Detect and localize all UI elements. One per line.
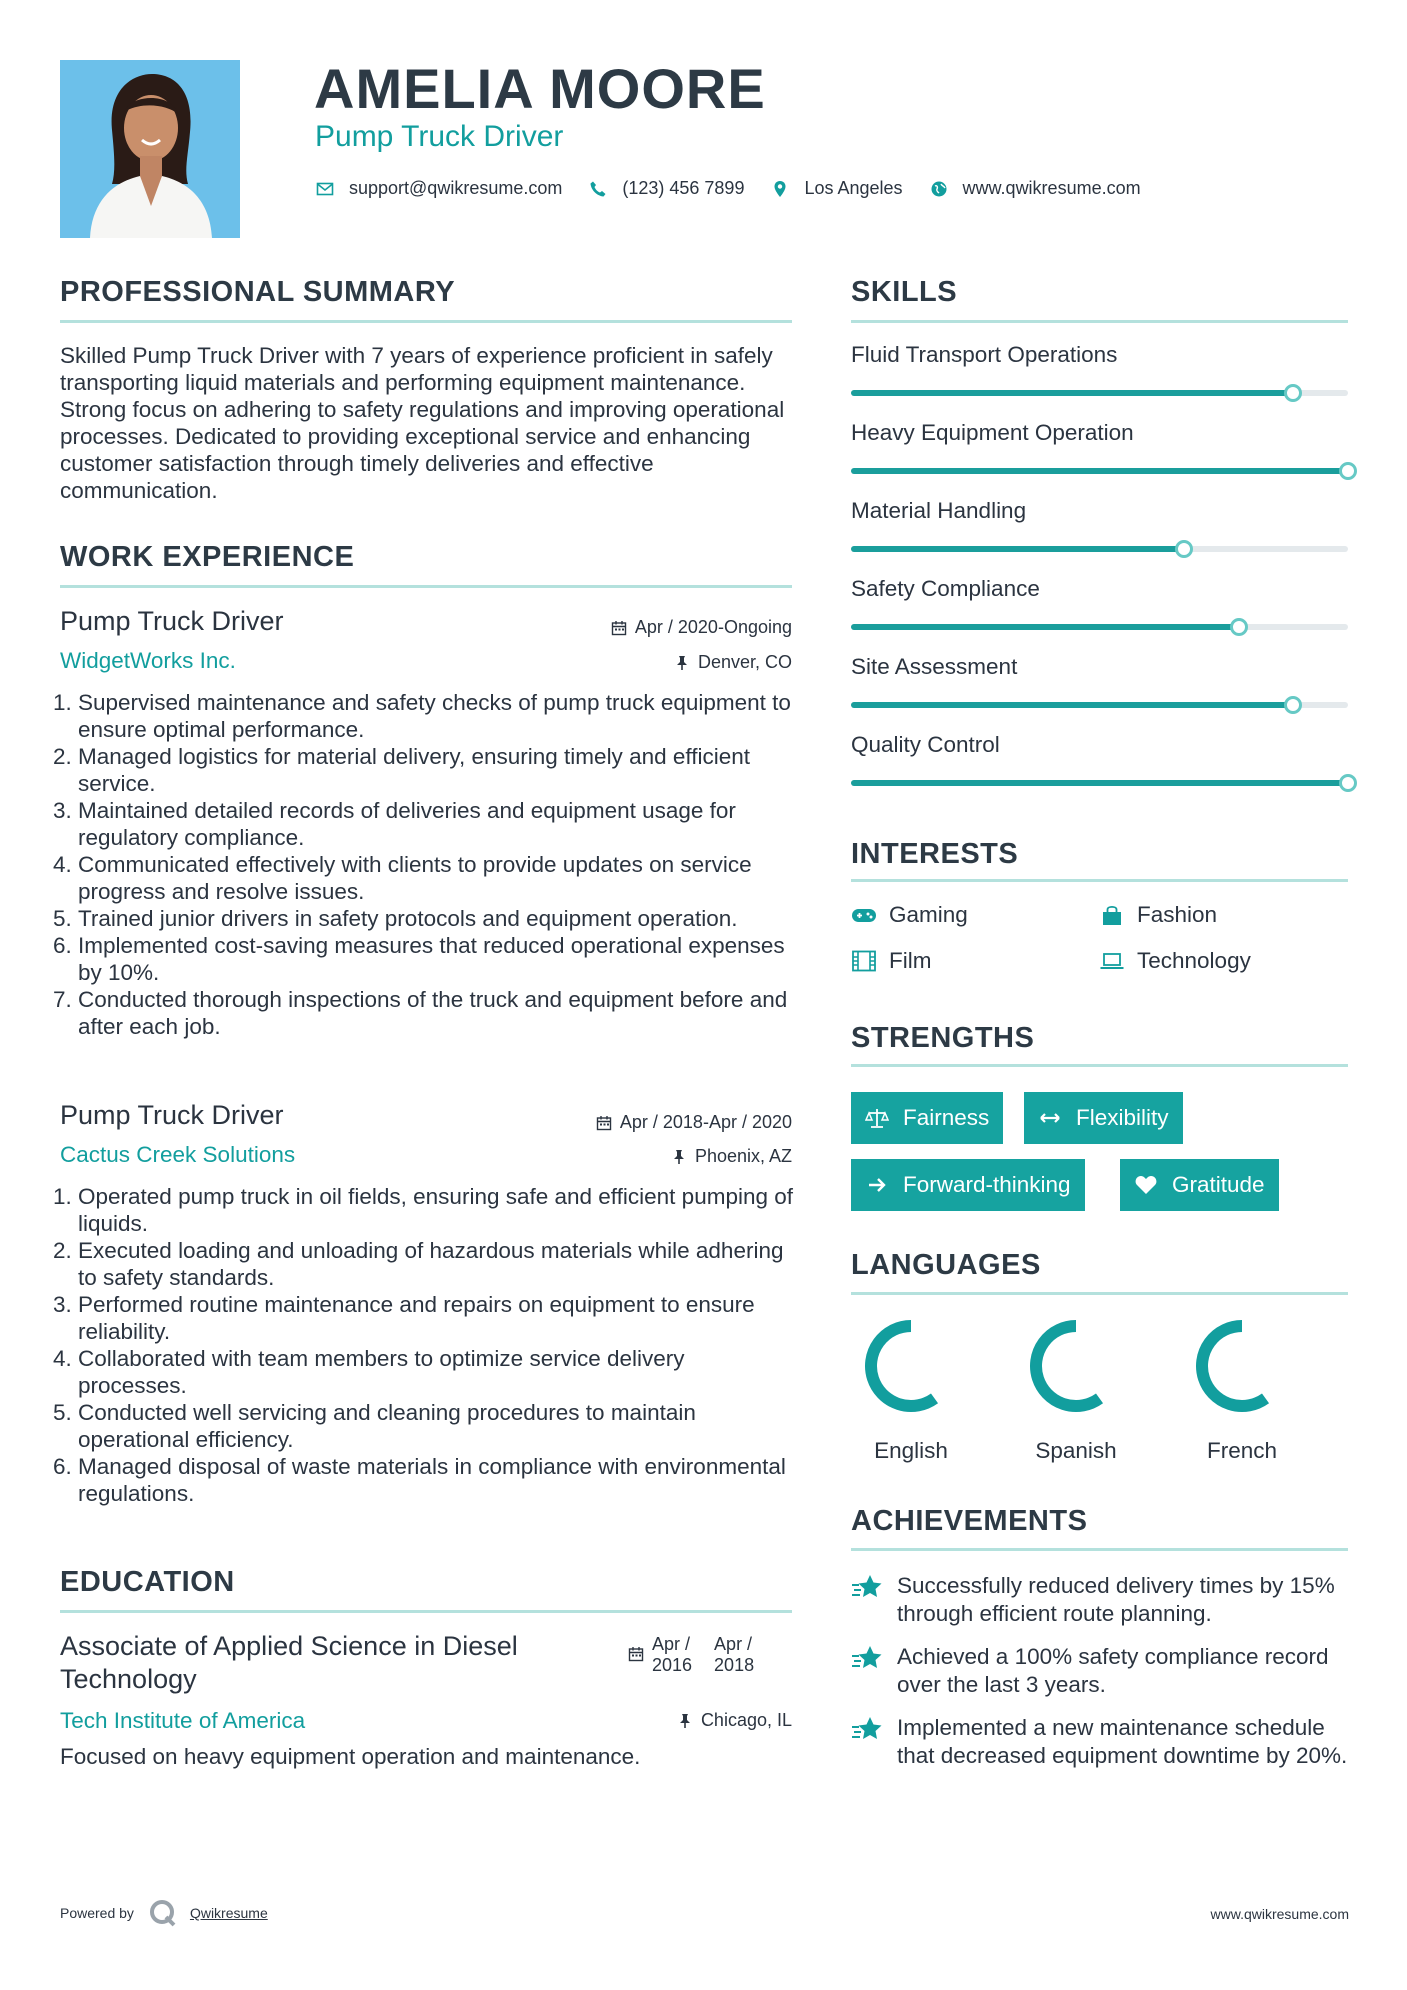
strength-label: Fairness [903,1105,990,1130]
skill-bar-knob [1339,774,1357,792]
achievement-text: Achieved a 100% safety compliance record over the last 3 years. [897,1644,1329,1697]
contact-email-text: support@qwikresume.com [349,178,563,198]
education-start-month: Apr / [652,1634,691,1654]
skill-bar-fill [851,702,1293,708]
education-end-date [714,1634,754,1676]
strength-label: Forward-thinking [903,1172,1071,1197]
skill-bar-knob [1230,618,1248,636]
candidate-name: AMELIA MOORE [314,57,766,120]
list-item: 7. Conducted thorough inspections of the truck and equipment before and after each job. [78,986,797,1040]
calendar-icon [596,1115,612,1131]
strength-badge [851,1159,1085,1211]
skill-bar-knob [1175,540,1193,558]
strength-badge [851,1092,1003,1144]
interest-item [1099,902,1217,928]
section-divider [851,320,1348,323]
arrows-horizontal-icon [1038,1106,1062,1130]
language-label: French [1206,1438,1278,1463]
section-divider [60,585,792,588]
qwikresume-link[interactable]: Qwikresume [189,1905,268,1921]
summary-text: Skilled Pump Truck Driver with 7 years of experience proficient in safely transporting liquid materials and performing equipment maintenance. Strong focus on adhering to safety regulations and improving operational processes. Dedicated to providing exceptional service and enhancing customer satisfaction through timely deliveries and effective communication. [60,343,785,503]
language-ring-arc [1202,1326,1266,1406]
star-badge-icon [851,1643,885,1673]
language-ring-arc [871,1326,935,1406]
envelope-icon [315,179,335,199]
interest-item [1099,948,1251,974]
skill-bar [851,546,1348,552]
list-item: 6. Implemented cost-saving measures that reduced operational expenses by 10%. [78,932,797,986]
section-heading-languages: LANGUAGES [851,1249,1041,1281]
job-title: Pump Truck Driver [60,1100,284,1130]
map-pin-icon [770,179,790,199]
skill-bar [851,390,1348,396]
language-item [1021,1318,1131,1464]
contact-bar [315,178,1167,199]
achievement-text: Implemented a new maintenance schedule that decreased equipment downtime by 20%. [897,1715,1348,1768]
footer-website[interactable]: www.qwikresume.com [1210,1906,1349,1922]
phone-icon [588,179,608,199]
interest-label: Fashion [1137,902,1218,927]
section-heading-interests: INTERESTS [851,838,1019,870]
job-dates [611,617,792,638]
calendar-icon [611,620,627,636]
language-ring [863,1318,959,1414]
strength-badge [1024,1092,1183,1144]
skill-bar [851,702,1348,708]
powered-by-label: Powered by [60,1905,134,1921]
skill-bar-fill [851,468,1348,474]
candidate-title: Pump Truck Driver [315,120,564,153]
skill-bar [851,780,1348,786]
interest-label: Film [889,948,932,973]
section-divider [851,1064,1348,1067]
section-heading-skills: SKILLS [851,276,958,308]
pushpin-icon [674,655,690,671]
job-company: WidgetWorks Inc. [60,648,236,673]
star-badge-icon [851,1714,885,1744]
skill-label: Safety Compliance [851,576,1040,601]
skill-label: Material Handling [851,498,1027,523]
interest-item [851,948,931,974]
contact-phone-text: (123) 456 7899 [622,178,745,198]
language-item [1187,1318,1297,1464]
section-divider [60,1610,792,1613]
language-ring-arc [1036,1326,1100,1406]
language-label: English [874,1438,948,1463]
section-heading-summary: PROFESSIONAL SUMMARY [60,276,456,308]
globe-icon [929,179,949,199]
contact-website[interactable] [929,178,1141,199]
pushpin-icon [677,1713,693,1729]
list-item: 1. Operated pump truck in oil fields, ensuring safe and efficient pumping of liquids. [78,1183,797,1237]
job-location-text: Phoenix, AZ [694,1146,792,1166]
interest-label: Technology [1137,948,1251,973]
language-ring [1194,1318,1290,1414]
shopping-bag-icon [1099,904,1125,926]
contact-website-text: www.qwikresume.com [962,178,1141,198]
education-description: Focused on heavy equipment operation and maintenance. [60,1744,641,1769]
skill-bar-fill [851,624,1239,630]
list-item: 4. Collaborated with team members to optimize service delivery processes. [78,1345,797,1399]
footer-powered-by [60,1898,268,1928]
skill-bar-knob [1339,462,1357,480]
list-item: 2. Executed loading and unloading of hazardous materials while adhering to safety standards. [78,1237,797,1291]
job-location [671,1146,792,1167]
list-item: 4. Communicated effectively with clients to provide updates on service progress and resolve issues. [78,851,797,905]
list-item: 5. Trained junior drivers in safety protocols and equipment operation. [78,905,797,932]
star-badge-icon [851,1572,885,1602]
job-title: Pump Truck Driver [60,606,284,636]
list-item: 2. Managed logistics for material delivery, ensuring timely and efficient service. [78,743,797,797]
job-location [674,652,792,673]
section-divider [851,879,1348,882]
contact-location-text: Los Angeles [804,178,903,198]
contact-location [770,178,902,199]
skill-bar-knob [1284,696,1302,714]
arrow-right-icon [865,1173,889,1197]
film-icon [851,950,877,972]
gamepad-icon [851,904,877,926]
job-duties-list [52,1183,797,1507]
list-item: 5. Conducted well servicing and cleaning procedures to maintain operational efficiency. [78,1399,797,1453]
section-divider [851,1548,1348,1551]
contact-phone[interactable] [588,178,744,199]
section-divider [60,320,792,323]
education-dates [628,1634,776,1676]
section-heading-work: WORK EXPERIENCE [60,541,355,573]
education-end-month: Apr / [714,1634,753,1654]
skill-bar-knob [1284,384,1302,402]
skill-bar [851,468,1348,474]
skill-bar-fill [851,780,1348,786]
section-divider [851,1292,1348,1295]
job-duties-list [52,689,797,1040]
education-start-year: 2016 [652,1655,693,1675]
education-location [677,1710,792,1731]
skill-label: Fluid Transport Operations [851,342,1118,367]
skill-label: Site Assessment [851,654,1018,679]
achievement-item [851,1714,1351,1770]
strength-label: Flexibility [1076,1105,1169,1130]
achievement-text: Successfully reduced delivery times by 15% through efficient route planning. [897,1573,1335,1626]
interest-item [851,902,968,928]
list-item: 3. Performed routine maintenance and repairs on equipment to ensure reliability. [78,1291,797,1345]
skill-label: Quality Control [851,732,1000,757]
profile-photo [60,60,240,238]
job-location-text: Denver, CO [697,652,792,672]
job-dates-text: Apr / 2018-Apr / 2020 [619,1112,792,1132]
list-item: 3. Maintained detailed records of deliveries and equipment usage for regulatory compliance. [78,797,797,851]
interest-label: Gaming [889,902,968,927]
strength-badge [1120,1159,1279,1211]
profile-photo-image [60,60,240,238]
achievement-item [851,1572,1351,1628]
list-item: 6. Managed disposal of waste materials in compliance with environmental regulations. [78,1453,797,1507]
section-heading-education: EDUCATION [60,1566,235,1598]
strength-label: Gratitude [1172,1172,1265,1197]
laptop-icon [1099,950,1125,972]
education-school: Tech Institute of America [60,1708,306,1733]
heart-icon [1134,1173,1158,1197]
language-ring [1028,1318,1124,1414]
education-degree: Associate of Applied Science in Diesel Technology [60,1631,518,1694]
pushpin-icon [671,1149,687,1165]
calendar-icon [628,1646,644,1662]
language-item [856,1318,966,1464]
qwikresume-logo-icon [148,1898,178,1928]
balance-scale-icon [865,1106,889,1130]
education-start-date [652,1634,692,1676]
language-label: Spanish [1035,1438,1117,1463]
skill-bar-fill [851,546,1184,552]
skill-label: Heavy Equipment Operation [851,420,1134,445]
job-dates [596,1112,792,1133]
education-end-year: 2018 [714,1655,755,1675]
section-heading-achievements: ACHIEVEMENTS [851,1505,1088,1537]
job-dates-text: Apr / 2020-Ongoing [634,617,792,637]
achievement-item [851,1643,1351,1699]
list-item: 1. Supervised maintenance and safety checks of pump truck equipment to ensure optimal performance. [78,689,797,743]
contact-email[interactable] [315,178,562,199]
education-location-text: Chicago, IL [700,1710,792,1730]
section-heading-strengths: STRENGTHS [851,1022,1035,1054]
skill-bar [851,624,1348,630]
job-company: Cactus Creek Solutions [60,1142,296,1167]
skill-bar-fill [851,390,1293,396]
